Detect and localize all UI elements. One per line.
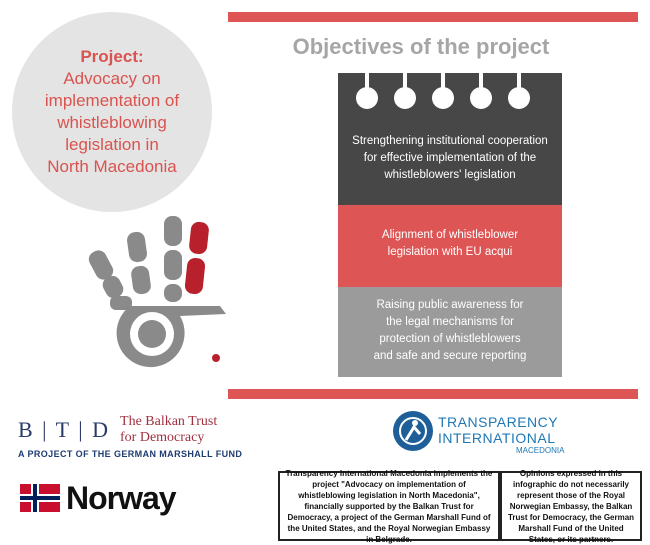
project-line: Advocacy on — [63, 69, 161, 88]
ring-icon — [394, 87, 416, 109]
objective-line: Alignment of whistleblower — [381, 229, 519, 241]
objective-line: for effective implementation of the — [363, 152, 537, 164]
ring-icon — [356, 87, 378, 109]
objectives-panel — [338, 73, 562, 377]
norway-wordmark: Norway — [66, 480, 176, 516]
objective-line: the legal mechanisms for — [386, 316, 514, 328]
ti-line-1: TRANSPARENCY — [438, 414, 559, 430]
finger-2 — [126, 231, 148, 263]
objective-line: legislation with EU acqui — [387, 246, 513, 258]
objective-line: and safe and secure reporting — [373, 350, 527, 362]
btd-name-2: for Democracy — [120, 430, 205, 445]
project-line: legislation in — [65, 135, 159, 154]
hand-whistle-illustration — [70, 210, 270, 370]
norway-flag-icon — [20, 484, 60, 512]
disclaimer-note: Opinions expressed in this infographic do not necessarily represent those of the Royal Norwegian Embassy, the Balkan Trust for Democracy, the German Marshall Fund of the United States, or its partners. — [500, 471, 642, 541]
btd-subtitle: A PROJECT OF THE GERMAN MARSHALL FUND — [18, 449, 243, 459]
btd-logo — [18, 414, 217, 446]
implementation-note: Transparency International Macedonia implements the project "Advocacy on implementation of whistleblowing legislation in North Macedonia", financially supported by the Balkan Trust for Democracy, a project of the German Marshall Fund of the United States, and the Royal Norwegian Embassy in Belgrade. — [278, 471, 500, 541]
ti-line-2: INTERNATIONAL — [438, 430, 556, 446]
ti-line-3: MACEDONIA — [516, 446, 565, 455]
project-line: whistleblowing — [57, 113, 167, 132]
objective-line: Raising public awareness for — [376, 299, 524, 311]
ring-icon — [470, 87, 492, 109]
project-circle — [12, 12, 212, 212]
ring-icon — [432, 87, 454, 109]
top-red-bar — [228, 12, 638, 22]
finger-2b — [130, 265, 152, 295]
objective-line: protection of whistleblowers — [379, 333, 521, 345]
project-line: North Macedonia — [47, 157, 177, 176]
finger-3b — [164, 250, 182, 280]
objective-segment-2 — [338, 205, 562, 287]
whistle-dot — [212, 354, 220, 362]
ti-globe-icon — [392, 410, 434, 452]
objectives-heading: Objectives of the project — [292, 34, 550, 59]
objective-segment-3 — [338, 287, 562, 377]
finger-red — [188, 221, 209, 255]
finger-red-b — [184, 257, 206, 295]
btd-letters: B | T | D — [18, 417, 111, 442]
finger-3c — [164, 284, 182, 302]
bottom-red-bar — [228, 389, 638, 399]
finger-3 — [164, 216, 182, 246]
project-title: Project: — [80, 47, 144, 66]
project-line: implementation of — [44, 91, 180, 110]
objective-line: whistleblowers' legislation — [384, 169, 516, 181]
objective-segment-1 — [338, 73, 562, 205]
ring-icon — [508, 87, 530, 109]
objective-line: Strengthening institutional cooperation — [352, 135, 548, 147]
btd-name-1: The Balkan Trust — [120, 414, 218, 429]
ti-wordmark — [438, 414, 564, 455]
